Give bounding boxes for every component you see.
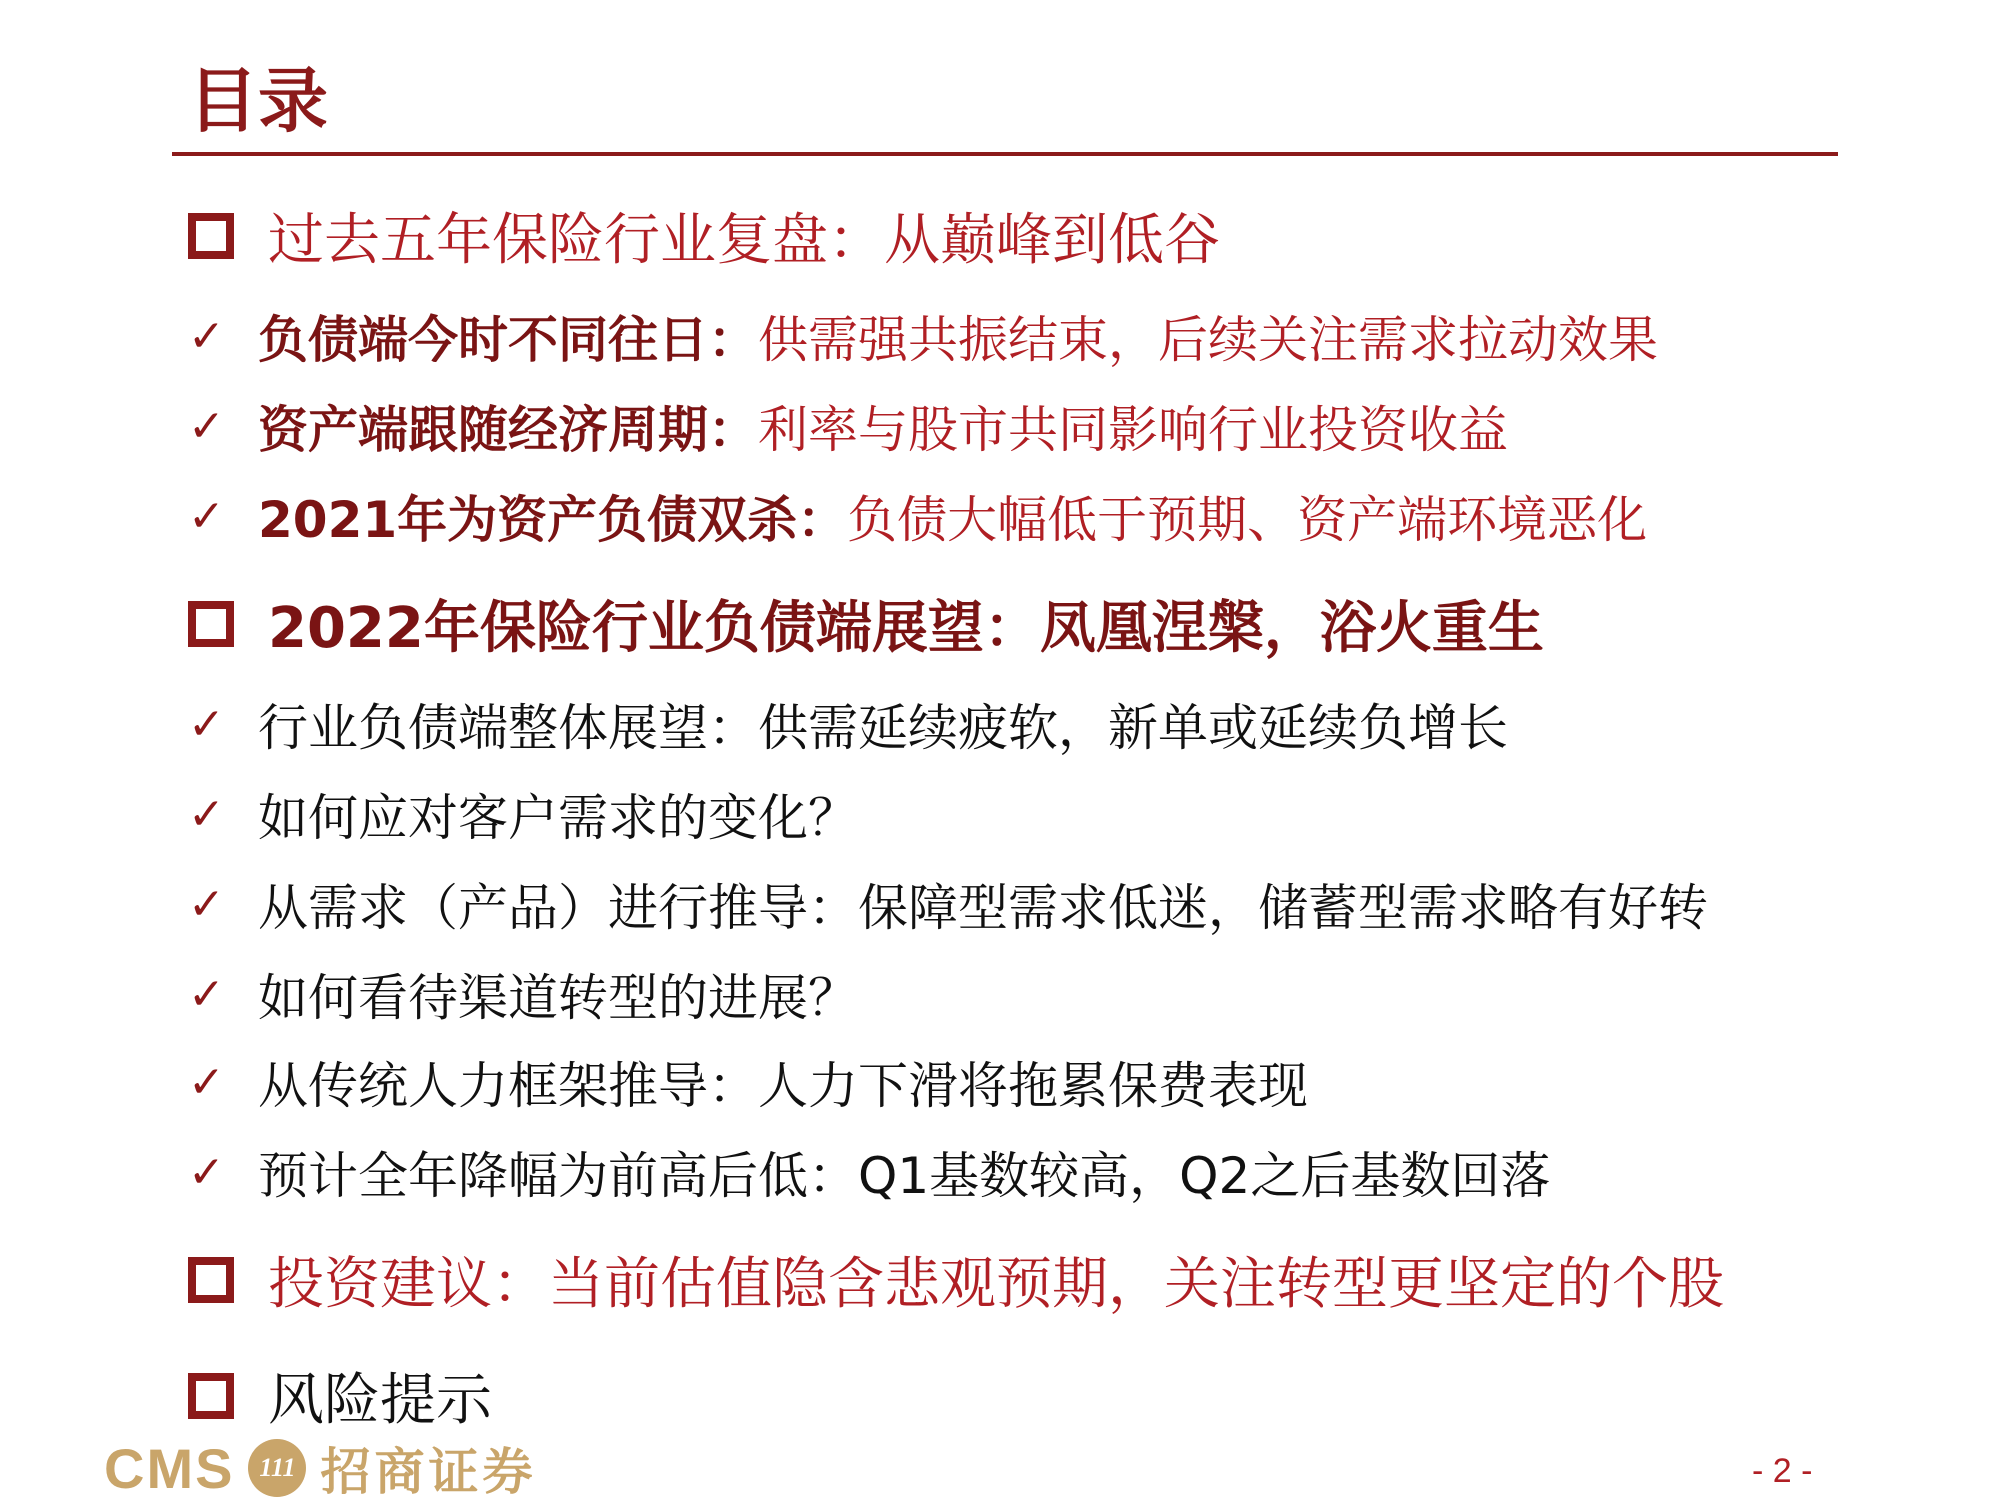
item-lead: 2021年为资产负债双杀： (258, 491, 848, 549)
item-text: 从传统人力框架推导：人力下滑将拖累保费表现 (258, 1057, 1308, 1115)
section-3-heading (188, 1240, 1724, 1320)
item-text: 负债大幅低于预期、资产端环境恶化 (847, 491, 1648, 549)
checkmark-icon: ✓ (188, 788, 225, 840)
checkmark-icon: ✓ (188, 310, 225, 362)
list-item (188, 688, 1508, 760)
checkmark-icon: ✓ (188, 968, 225, 1020)
page-number: - 2 - (1752, 1452, 1813, 1490)
item-text: 供需强共振结束，后续关注需求拉动效果 (758, 311, 1658, 369)
section-2-heading (188, 584, 1544, 664)
list-item (188, 300, 1658, 372)
section-1-heading (188, 196, 1220, 276)
checkmark-icon: ✓ (188, 400, 225, 452)
logo-text: CMS (104, 1436, 235, 1500)
section-4-title: 风险提示 (268, 1368, 492, 1433)
section-1-title: 过去五年保险行业复盘：从巅峰到低谷 (268, 208, 1220, 273)
brand-name: 招商证券 (320, 1442, 537, 1501)
item-text: 从需求（产品）进行推导：保障型需求低迷，储蓄型需求略有好转 (258, 879, 1708, 937)
list-item (188, 778, 858, 850)
item-lead: 资产端跟随经济周期： (258, 401, 758, 459)
list-item (188, 1046, 1308, 1118)
checkmark-icon: ✓ (188, 1056, 225, 1108)
item-text: 预计全年降幅为前高后低：Q1基数较高，Q2之后基数回落 (258, 1147, 1551, 1205)
list-item (188, 1136, 1550, 1208)
item-text: 如何看待渠道转型的进展？ (258, 969, 858, 1027)
list-item (188, 868, 1708, 940)
section-2-title: 2022年保险行业负债端展望：凤凰涅槃，浴火重生 (268, 596, 1544, 661)
list-item (188, 390, 1508, 462)
item-lead: 负债端今时不同往日： (258, 311, 758, 369)
company-logo (104, 1432, 536, 1504)
checkmark-icon: ✓ (188, 490, 225, 542)
list-item (188, 480, 1647, 552)
square-bullet-icon (188, 213, 234, 259)
square-bullet-icon (188, 1257, 234, 1303)
title-underline (172, 152, 1838, 156)
checkmark-icon: ✓ (188, 1146, 225, 1198)
checkmark-icon: ✓ (188, 698, 225, 750)
checkmark-icon: ✓ (188, 878, 225, 930)
item-text: 利率与股市共同影响行业投资收益 (758, 401, 1508, 459)
section-4-heading (188, 1356, 492, 1436)
item-text: 如何应对客户需求的变化？ (258, 789, 858, 847)
list-item (188, 958, 858, 1030)
section-3-title: 投资建议：当前估值隐含悲观预期，关注转型更坚定的个股 (268, 1252, 1724, 1317)
item-text: 行业负债端整体展望：供需延续疲软，新单或延续负增长 (258, 699, 1508, 757)
square-bullet-icon (188, 601, 234, 647)
square-bullet-icon (188, 1373, 234, 1419)
logo-badge-icon: 111 (248, 1439, 306, 1497)
page-title: 目录 (188, 60, 328, 142)
